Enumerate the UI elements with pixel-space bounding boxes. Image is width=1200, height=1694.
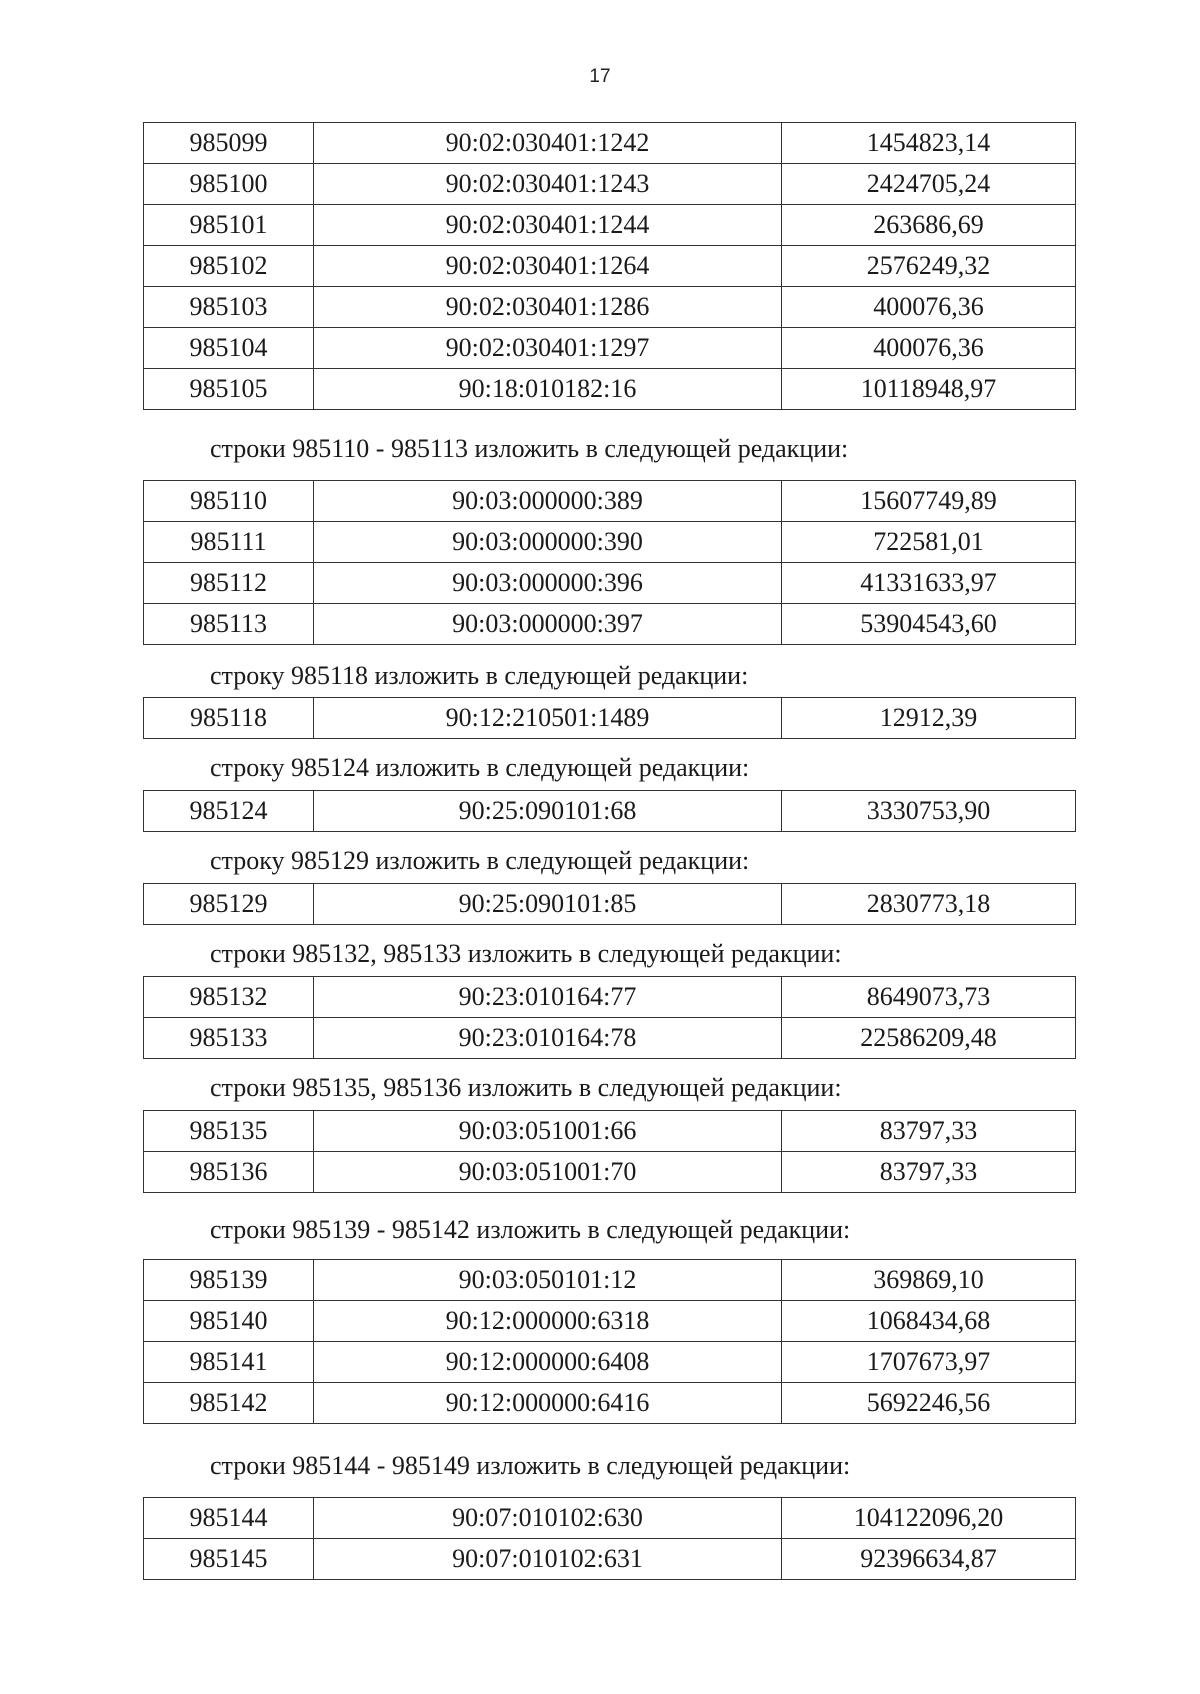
cadastral-number-cell: 90:02:030401:1243 xyxy=(314,164,782,205)
value-cell: 1707673,97 xyxy=(782,1342,1076,1383)
table-block-7 xyxy=(143,1259,1076,1424)
value-cell: 83797,33 xyxy=(782,1111,1076,1152)
cadastral-number-cell: 90:02:030401:1244 xyxy=(314,205,782,246)
instruction-text: строку 985118 изложить в следующей редакции: xyxy=(210,661,749,690)
cadastral-number-cell: 90:03:000000:397 xyxy=(314,604,782,645)
table-row xyxy=(144,164,1076,205)
cadastral-number-cell: 90:02:030401:1297 xyxy=(314,328,782,369)
value-cell: 263686,69 xyxy=(782,205,1076,246)
row-number-cell: 985118 xyxy=(144,698,314,739)
cadastral-number-cell: 90:02:030401:1286 xyxy=(314,287,782,328)
row-number-cell: 985104 xyxy=(144,328,314,369)
row-number-cell: 985140 xyxy=(144,1301,314,1342)
cadastral-number-cell: 90:03:000000:389 xyxy=(314,481,782,522)
row-number-cell: 985100 xyxy=(144,164,314,205)
table-row xyxy=(144,328,1076,369)
table-row xyxy=(144,205,1076,246)
table-row xyxy=(144,123,1076,164)
table-row xyxy=(144,369,1076,410)
cadastral-number-cell: 90:12:000000:6408 xyxy=(314,1342,782,1383)
row-number-cell: 985103 xyxy=(144,287,314,328)
table-row xyxy=(144,884,1076,925)
table-row xyxy=(144,977,1076,1018)
cadastral-number-cell: 90:25:090101:85 xyxy=(314,884,782,925)
value-cell: 2576249,32 xyxy=(782,246,1076,287)
table-row xyxy=(144,1383,1076,1424)
table-row xyxy=(144,1539,1076,1580)
value-cell: 22586209,48 xyxy=(782,1018,1076,1059)
row-number-cell: 985101 xyxy=(144,205,314,246)
instruction-text: строку 985129 изложить в следующей редакции: xyxy=(210,846,750,875)
value-cell: 722581,01 xyxy=(782,522,1076,563)
row-number-cell: 985110 xyxy=(144,481,314,522)
value-cell: 10118948,97 xyxy=(782,369,1076,410)
row-number-cell: 985105 xyxy=(144,369,314,410)
instruction-text: строки 985132, 985133 изложить в следующей редакции: xyxy=(210,939,842,968)
table-block-5 xyxy=(143,976,1076,1059)
cadastral-number-cell: 90:07:010102:630 xyxy=(314,1498,782,1539)
row-number-cell: 985102 xyxy=(144,246,314,287)
instruction-text: строки 985110 - 985113 изложить в следующей редакции: xyxy=(210,434,849,463)
row-number-cell: 985112 xyxy=(144,563,314,604)
table-row xyxy=(144,563,1076,604)
value-cell: 8649073,73 xyxy=(782,977,1076,1018)
value-cell: 12912,39 xyxy=(782,698,1076,739)
table-block-3 xyxy=(143,790,1076,832)
instruction-text: строки 985144 - 985149 изложить в следующей редакции: xyxy=(210,1451,851,1480)
table-row xyxy=(144,604,1076,645)
table-block-1 xyxy=(143,480,1076,645)
cadastral-number-cell: 90:18:010182:16 xyxy=(314,369,782,410)
table-row xyxy=(144,1152,1076,1193)
row-number-cell: 985144 xyxy=(144,1498,314,1539)
page-number: 17 xyxy=(589,66,611,87)
value-cell: 3330753,90 xyxy=(782,791,1076,832)
table-block-0 xyxy=(143,122,1076,410)
value-cell: 41331633,97 xyxy=(782,563,1076,604)
cadastral-number-cell: 90:03:050101:12 xyxy=(314,1260,782,1301)
table-row xyxy=(144,1342,1076,1383)
value-cell: 104122096,20 xyxy=(782,1498,1076,1539)
value-cell: 83797,33 xyxy=(782,1152,1076,1193)
cadastral-number-cell: 90:07:010102:631 xyxy=(314,1539,782,1580)
table-row xyxy=(144,246,1076,287)
table-row xyxy=(144,287,1076,328)
value-cell: 5692246,56 xyxy=(782,1383,1076,1424)
cadastral-number-cell: 90:12:000000:6416 xyxy=(314,1383,782,1424)
table-block-2 xyxy=(143,697,1076,739)
row-number-cell: 985132 xyxy=(144,977,314,1018)
row-number-cell: 985135 xyxy=(144,1111,314,1152)
cadastral-number-cell: 90:03:000000:396 xyxy=(314,563,782,604)
table-row xyxy=(144,1111,1076,1152)
row-number-cell: 985133 xyxy=(144,1018,314,1059)
cadastral-number-cell: 90:25:090101:68 xyxy=(314,791,782,832)
row-number-cell: 985124 xyxy=(144,791,314,832)
value-cell: 2830773,18 xyxy=(782,884,1076,925)
row-number-cell: 985139 xyxy=(144,1260,314,1301)
value-cell: 53904543,60 xyxy=(782,604,1076,645)
table-block-4 xyxy=(143,883,1076,925)
row-number-cell: 985136 xyxy=(144,1152,314,1193)
cadastral-number-cell: 90:03:051001:70 xyxy=(314,1152,782,1193)
row-number-cell: 985145 xyxy=(144,1539,314,1580)
value-cell: 369869,10 xyxy=(782,1260,1076,1301)
table-row xyxy=(144,698,1076,739)
row-number-cell: 985113 xyxy=(144,604,314,645)
value-cell: 400076,36 xyxy=(782,287,1076,328)
cadastral-number-cell: 90:12:000000:6318 xyxy=(314,1301,782,1342)
cadastral-number-cell: 90:03:051001:66 xyxy=(314,1111,782,1152)
value-cell: 15607749,89 xyxy=(782,481,1076,522)
row-number-cell: 985129 xyxy=(144,884,314,925)
instruction-text: строку 985124 изложить в следующей редакции: xyxy=(210,753,750,782)
table-block-6 xyxy=(143,1110,1076,1193)
row-number-cell: 985141 xyxy=(144,1342,314,1383)
cadastral-number-cell: 90:23:010164:77 xyxy=(314,977,782,1018)
table-block-8 xyxy=(143,1497,1076,1580)
instruction-text: строки 985135, 985136 изложить в следующей редакции: xyxy=(210,1073,842,1102)
table-row xyxy=(144,1018,1076,1059)
value-cell: 2424705,24 xyxy=(782,164,1076,205)
cadastral-number-cell: 90:03:000000:390 xyxy=(314,522,782,563)
instruction-text: строки 985139 - 985142 изложить в следующей редакции: xyxy=(210,1215,851,1244)
table-row xyxy=(144,522,1076,563)
row-number-cell: 985099 xyxy=(144,123,314,164)
table-row xyxy=(144,791,1076,832)
table-row xyxy=(144,1301,1076,1342)
row-number-cell: 985142 xyxy=(144,1383,314,1424)
value-cell: 92396634,87 xyxy=(782,1539,1076,1580)
cadastral-number-cell: 90:02:030401:1264 xyxy=(314,246,782,287)
value-cell: 1454823,14 xyxy=(782,123,1076,164)
value-cell: 1068434,68 xyxy=(782,1301,1076,1342)
table-row xyxy=(144,1260,1076,1301)
table-row xyxy=(144,481,1076,522)
cadastral-number-cell: 90:02:030401:1242 xyxy=(314,123,782,164)
table-row xyxy=(144,1498,1076,1539)
cadastral-number-cell: 90:12:210501:1489 xyxy=(314,698,782,739)
cadastral-number-cell: 90:23:010164:78 xyxy=(314,1018,782,1059)
row-number-cell: 985111 xyxy=(144,522,314,563)
value-cell: 400076,36 xyxy=(782,328,1076,369)
